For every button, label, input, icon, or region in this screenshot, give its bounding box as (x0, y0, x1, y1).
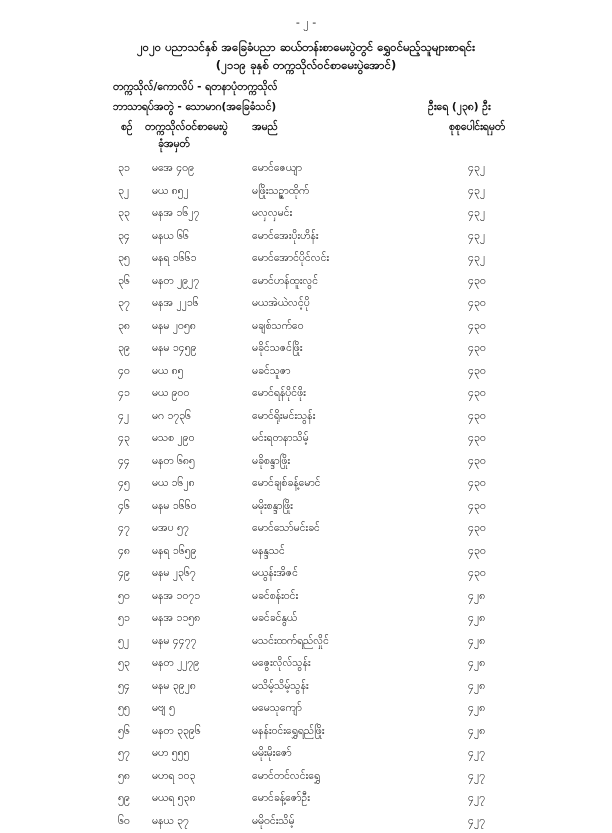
total-marks: ၄၂၇ (468, 770, 485, 785)
total-marks: ၄၃၀ (468, 365, 486, 380)
roll-number: မယရ ၅၃၈ (152, 792, 195, 807)
row-number: ၄၉ (118, 567, 140, 582)
column-header-name: အမည် (252, 121, 278, 136)
roll-number: မယ ၁၆၂၈ (152, 477, 195, 492)
table-row (0, 316, 612, 339)
table-row (0, 541, 612, 564)
roll-number: မယ ၈၅၂ (152, 185, 189, 200)
roll-number: မနရ ၁၆၆၁ (152, 252, 196, 267)
total-marks: ၄၃၀ (468, 477, 486, 492)
student-name: မောင်တင်လင်းရွှေ (252, 770, 320, 785)
row-number: ၃၈ (118, 320, 140, 335)
row-number: ၄၇ (118, 522, 140, 537)
total-marks: ၄၂၇ (468, 747, 485, 762)
table-row (0, 518, 612, 541)
column-header-roll: တက္ကသိုလ်ဝင်စာမေးပွဲ (145, 121, 228, 136)
table-row (0, 271, 612, 294)
student-name: မနန်းဝင်းရွှေရည်ဖြိုး (252, 725, 324, 740)
total-marks: ၄၃၀ (468, 275, 486, 290)
table-row (0, 631, 612, 654)
row-number: ၅၃ (118, 657, 140, 672)
table-row (0, 586, 612, 609)
table-row (0, 361, 612, 384)
total-marks: ၄၃၀ (468, 410, 486, 425)
total-marks: ၄၂၈ (468, 680, 485, 695)
student-name: မနန္ဒသင် (252, 545, 285, 560)
student-name: မခိုင်သဇင်ဖြိုး (252, 342, 302, 357)
roll-number: မနမ ၄၄၇၇ (152, 635, 196, 650)
table-row (0, 451, 612, 474)
student-name: မင်းရတနာသိမ့် (252, 432, 309, 447)
table-row (0, 383, 612, 406)
student-name: မခင်ခင်နွယ် (252, 612, 297, 627)
row-number: ၃၇ (118, 297, 140, 312)
row-number: ၅၉ (118, 792, 140, 807)
column-header-total: စုစုပေါင်းရမှတ် (449, 121, 505, 136)
roll-number: မနတ ၂၉၂၇ (152, 275, 199, 290)
student-name: မသိမ့်သိမ့်သွန်း (252, 680, 309, 695)
row-number: ၄၆ (118, 500, 140, 515)
total-marks: ၄၃၂ (468, 230, 485, 245)
row-number: ၅၈ (118, 770, 140, 785)
roll-number: မဗျ ၅ (152, 702, 175, 717)
student-name: မခင်သူဇာ (252, 365, 290, 380)
document-subtitle: (၂၁၁၉ ခုနှစ် တက္ကသိုလ်ဝင်စာမေးပွဲအောင်) (0, 58, 612, 75)
roll-number: မနတ ၆၈၅ (152, 455, 195, 470)
student-name: မချစ်သက်ဝေ (252, 320, 304, 335)
total-marks: ၄၃၀ (468, 342, 486, 357)
row-number: ၄၂ (118, 410, 140, 425)
total-marks: ၄၂၈ (468, 657, 485, 672)
roll-number: မဟရ ၁၀၃ (152, 770, 195, 785)
row-number: ၅၂ (118, 635, 140, 650)
row-number: ၃၄ (118, 230, 140, 245)
row-number: ၅၇ (118, 747, 140, 762)
table-row (0, 293, 612, 316)
table-row (0, 226, 612, 249)
table-row (0, 698, 612, 721)
row-number: ၃၁ (118, 162, 140, 177)
roll-number: မနရ ၁၆၅၉ (152, 545, 196, 560)
roll-number: မဟ ၅၅၅ (152, 747, 189, 762)
student-name: မောင်ခန့်ဇော်ဦး (252, 792, 310, 807)
table-row (0, 811, 612, 833)
roll-number: မသစ ၂၉၀ (152, 432, 194, 447)
student-name: မခင်စန်းဝင်း (252, 590, 298, 605)
student-name: မောင်ဇေယျာ (252, 162, 302, 177)
total-marks: ၄၂၇ (468, 815, 485, 830)
column-header-no: စဉ် (121, 121, 133, 136)
roll-number: မနယ ၆၆ (152, 230, 189, 245)
row-number: ၅၁ (118, 612, 140, 627)
table-row (0, 721, 612, 744)
total-marks: ၄၃၀ (468, 297, 486, 312)
row-number: ၄၄ (118, 455, 140, 470)
table-row (0, 788, 612, 811)
student-name: မောင်သော်မင်းခင် (252, 522, 320, 537)
total-marks: ၄၂၈ (468, 725, 485, 740)
roll-number: မနအ ၁၆၂၇ (152, 207, 199, 222)
table-row (0, 181, 612, 204)
total-marks: ၄၃၀ (468, 432, 486, 447)
table-row (0, 338, 612, 361)
student-name: မမေသုကျော် (252, 702, 302, 717)
row-number: ၅၆ (118, 725, 140, 740)
table-row (0, 653, 612, 676)
table-row (0, 496, 612, 519)
table-row (0, 766, 612, 789)
total-marks: ၄၃၀ (468, 320, 486, 335)
student-name: မမိုဝင်းသိမ့် (252, 815, 295, 830)
roll-number: မနယ ၃၇ (152, 815, 189, 830)
total-marks: ၄၂၈ (468, 635, 485, 650)
roll-number: မနမ ၃၉၂၈ (152, 680, 196, 695)
student-name: မမိုးမိုးဇော် (252, 747, 292, 762)
roll-number: မအပ ၅၇ (152, 522, 189, 537)
student-name: မယွန်းအိဇင် (252, 567, 298, 582)
table-row (0, 406, 612, 429)
results-table (0, 158, 612, 833)
column-header-roll-line2: ခုံအမှတ် (158, 138, 190, 153)
row-number: ၄၈ (118, 545, 140, 560)
roll-number: မနမ ၂၀၅၈ (152, 320, 196, 335)
student-name: မောင်ဟန်ထူးလွင် (252, 275, 318, 290)
table-row (0, 428, 612, 451)
table-row (0, 608, 612, 631)
total-marks: ၄၃၀ (468, 500, 486, 515)
row-number: ၃၂ (118, 185, 140, 200)
row-number: ၅၄ (118, 680, 140, 695)
roll-number: မနအ ၂၂၁၆ (152, 297, 199, 312)
document-title: ၂၀၂၀ ပညာသင်နှစ် အခြေခံပညာ ဆယ်တန်းစာမေးပွဲတွင် ရွှေဝင်မည့်သူများစာရင်း (0, 40, 612, 57)
student-count: ဦးရေ (၂၃၈) ဦး (428, 101, 491, 116)
roll-number: မနအ ၁၀၇၁ (152, 590, 200, 605)
table-row (0, 743, 612, 766)
table-row (0, 158, 612, 181)
student-name: မောင်ရိုးမင်းသွန်း (252, 410, 315, 425)
row-number: ၄၅ (118, 477, 140, 492)
row-number: ၃၆ (118, 275, 140, 290)
subject-line: ဘာသာရပ်အတွဲ - သောမာဂ(အခြေခံသင်) (113, 101, 276, 116)
table-row (0, 203, 612, 226)
university-line: တက္ကသိုလ်/ကောလိပ် - ရတနာပုံတက္ကသိုလ် (113, 81, 278, 96)
table-row (0, 473, 612, 496)
page-number: - ၂ - (0, 16, 612, 32)
total-marks: ၄၃၀ (468, 567, 486, 582)
student-name: မခိုစန္ဒာဖြိုး (252, 455, 290, 470)
row-number: ၄၃ (118, 432, 140, 447)
total-marks: ၄၂၇ (468, 792, 485, 807)
total-marks: ၄၂၈ (468, 590, 485, 605)
student-name: မဖြိုးသဉ္ဇာထိုက် (252, 185, 309, 200)
total-marks: ၄၃၀ (468, 545, 486, 560)
table-row (0, 248, 612, 271)
student-name: မဇွေးလိုလ်သွန်း (252, 657, 311, 672)
row-number: ၅၀ (118, 590, 140, 605)
student-name: မောင်ရန်ပိုင်ဖိုး (252, 387, 306, 402)
total-marks: ၄၃၂ (468, 162, 485, 177)
row-number: ၃၉ (118, 342, 140, 357)
roll-number: မနတ ၃၃၉၆ (152, 725, 201, 740)
roll-number: မယ ၉၀၀ (152, 387, 189, 402)
roll-number: မဂ ၁၇၃၆ (152, 410, 191, 425)
table-row (0, 563, 612, 586)
student-name: မောင်အေးပိုးဟိန်း (252, 230, 318, 245)
roll-number: မနအ ၁၁၅၈ (152, 612, 200, 627)
student-name: မသင်းထက်ရည်လှိုင် (252, 635, 329, 650)
total-marks: ၄၂၈ (468, 702, 485, 717)
total-marks: ၄၃၂ (468, 252, 485, 267)
student-name: မောင်ချစ်ခန့်မောင် (252, 477, 321, 492)
roll-number: မနမ ၁၆၆၀ (152, 500, 196, 515)
row-number: ၃၃ (118, 207, 140, 222)
row-number: ၆၀ (118, 815, 140, 830)
total-marks: ၄၃၂ (468, 185, 485, 200)
roll-number: မနတ ၂၂၇၉ (152, 657, 199, 672)
total-marks: ၄၂၈ (468, 612, 485, 627)
total-marks: ၄၃၀ (468, 455, 486, 470)
row-number: ၃၅ (118, 252, 140, 267)
row-number: ၄၁ (118, 387, 140, 402)
student-name: မမိုးစန္ဒာဖြိုး (252, 500, 293, 515)
roll-number: မအေ ၄၀၉ (152, 162, 194, 177)
student-name: မလှလှမင်း (252, 207, 292, 222)
table-row (0, 676, 612, 699)
student-name: မယအဲယဲလင့်ပို (252, 297, 310, 312)
roll-number: မယ ၈၅ (152, 365, 183, 380)
row-number: ၄၀ (118, 365, 140, 380)
student-name: မောင်အောင်ပိုင်လင်း (252, 252, 329, 267)
total-marks: ၄၃၀ (468, 387, 486, 402)
total-marks: ၄၃၂ (468, 207, 485, 222)
roll-number: မနမ ၁၄၅၉ (152, 342, 196, 357)
total-marks: ၄၃၀ (468, 522, 486, 537)
roll-number: မနမ ၂၃၆၇ (152, 567, 196, 582)
row-number: ၅၅ (118, 702, 140, 717)
